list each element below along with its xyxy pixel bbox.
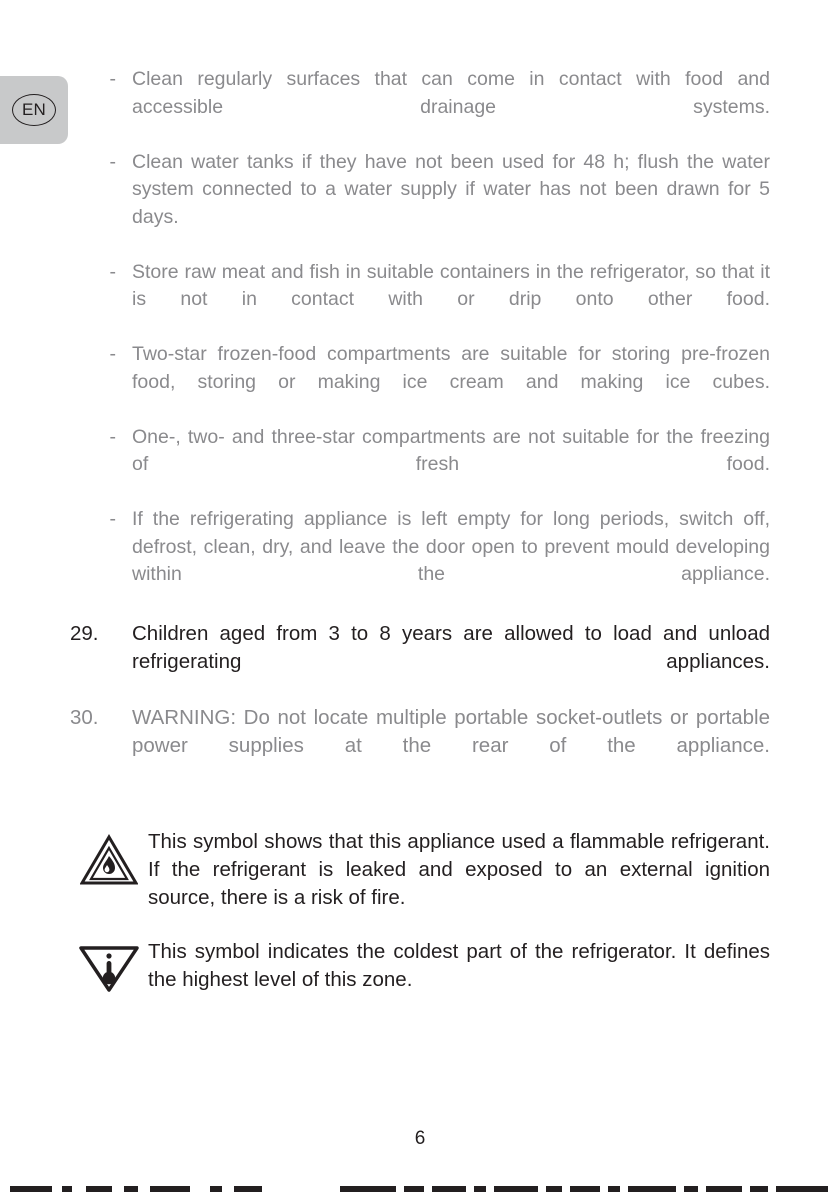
numbered-item-number: 30. xyxy=(70,706,99,729)
list-item-text: Clean regularly surfaces that can come in contact with food and accessible drainage systems. xyxy=(132,68,770,118)
dash-marker: - xyxy=(109,150,116,173)
print-registration-marks xyxy=(0,1186,840,1192)
numbered-item-29 xyxy=(70,620,770,704)
dash-marker: - xyxy=(109,260,116,283)
coldest-zone-thermometer-icon xyxy=(70,938,148,994)
list-item-text: Store raw meat and fish in suitable containers in the refrigerator, so that it is not in contact with or drip onto other food. xyxy=(132,260,770,310)
safety-bullet-list xyxy=(70,66,770,616)
list-item xyxy=(70,66,770,149)
list-item xyxy=(70,149,770,259)
language-tab xyxy=(0,76,68,144)
list-item-text: If the refrigerating appliance is left empty for long periods, switch off, defrost, clean, dry, and leave the door open to prevent mould developing within the appliance. xyxy=(132,508,770,585)
symbol-note-flammable xyxy=(70,828,770,912)
dash-marker: - xyxy=(109,425,116,448)
symbol-note-coldest xyxy=(70,938,770,994)
list-item xyxy=(70,259,770,342)
symbol-note-text: This symbol indicates the coldest part of the refrigerator. It defines the highest level of this zone. xyxy=(148,940,770,991)
page-number: 6 xyxy=(414,1128,426,1149)
dash-marker: - xyxy=(109,68,116,90)
list-item-text: Two-star frozen-food compartments are suitable for storing pre-frozen food, storing or making ice cream and making ice cubes. xyxy=(132,343,770,393)
list-item xyxy=(70,506,770,616)
symbol-note-text: This symbol shows that this appliance used a flammable refrigerant. If the refrigerant is leaked and exposed to an external ignition source, there is a risk of fire. xyxy=(148,830,770,909)
list-item-text: One-, two- and three-star compartments are not suitable for the freezing of fresh food. xyxy=(132,425,770,475)
list-item xyxy=(70,424,770,507)
language-tab-label: EN xyxy=(12,94,56,126)
numbered-item-text: WARNING: Do not locate multiple portable socket-outlets or portable power supplies at the rear of the appliance. xyxy=(132,706,770,757)
list-item-text: Clean water tanks if they have not been used for 48 h; flush the water system connected to a water supply if water has not been drawn for 5 days. xyxy=(132,150,770,228)
dash-marker: - xyxy=(109,343,116,365)
dash-marker: - xyxy=(109,508,116,530)
flammable-refrigerant-icon xyxy=(70,828,148,886)
list-item xyxy=(70,341,770,424)
numbered-item-text: Children aged from 3 to 8 years are allowed to load and unload refrigerating appliances. xyxy=(132,622,770,673)
numbered-item-number: 29. xyxy=(70,622,99,645)
numbered-item-30 xyxy=(70,704,770,788)
page-content xyxy=(70,66,770,994)
